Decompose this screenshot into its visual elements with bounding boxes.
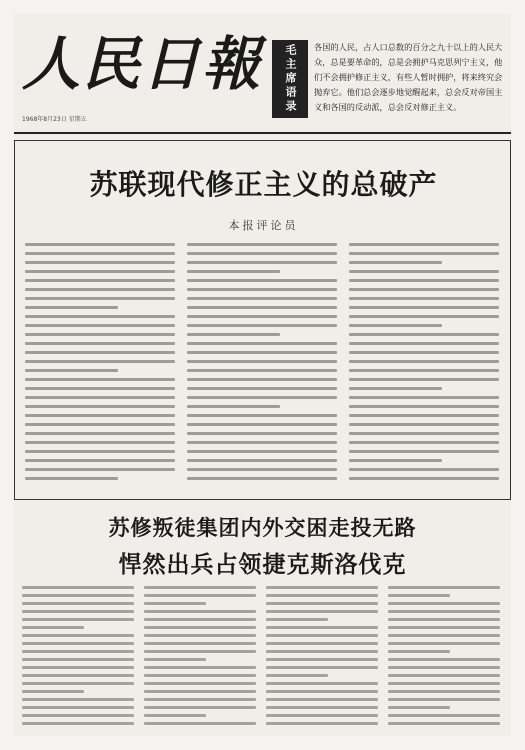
article-column-2 bbox=[187, 243, 337, 493]
newspaper-page bbox=[14, 14, 511, 736]
news-column-1 bbox=[22, 586, 134, 731]
subheadline-1: 苏修叛徒集团内外交困走投无路 bbox=[108, 516, 417, 540]
news-column-2 bbox=[144, 586, 256, 731]
subheadline-2: 悍然出兵占领捷克斯洛伐克 bbox=[118, 552, 407, 578]
article-column-1 bbox=[25, 243, 175, 493]
lead-article bbox=[14, 140, 511, 500]
dateline: 1968年8月23日 星期五 bbox=[22, 116, 87, 123]
headline: 苏联现代修正主义的总破产 bbox=[89, 168, 438, 201]
quotation-text: 各国的人民，占人口总数的百分之九十以上的人民大众，总是要革命的，总是会拥护马克思列宁主义，他们不会拥护修正主义，有些人暂时拥护，将来终究会抛弃它。他们总会逐步地觉醒起来，总会反对帝国主义和各国的反动派，总会反对修正主义。 bbox=[314, 42, 503, 112]
news-column-4 bbox=[388, 586, 500, 731]
byline: 本报评论员 bbox=[228, 219, 299, 232]
masthead-rule bbox=[14, 132, 511, 134]
newspaper-title: 人民日報 bbox=[22, 30, 263, 98]
masthead bbox=[14, 14, 511, 132]
quotation-tag: 毛主席语录 bbox=[272, 40, 308, 118]
news-column-3 bbox=[266, 586, 378, 731]
article-column-3 bbox=[349, 243, 499, 493]
